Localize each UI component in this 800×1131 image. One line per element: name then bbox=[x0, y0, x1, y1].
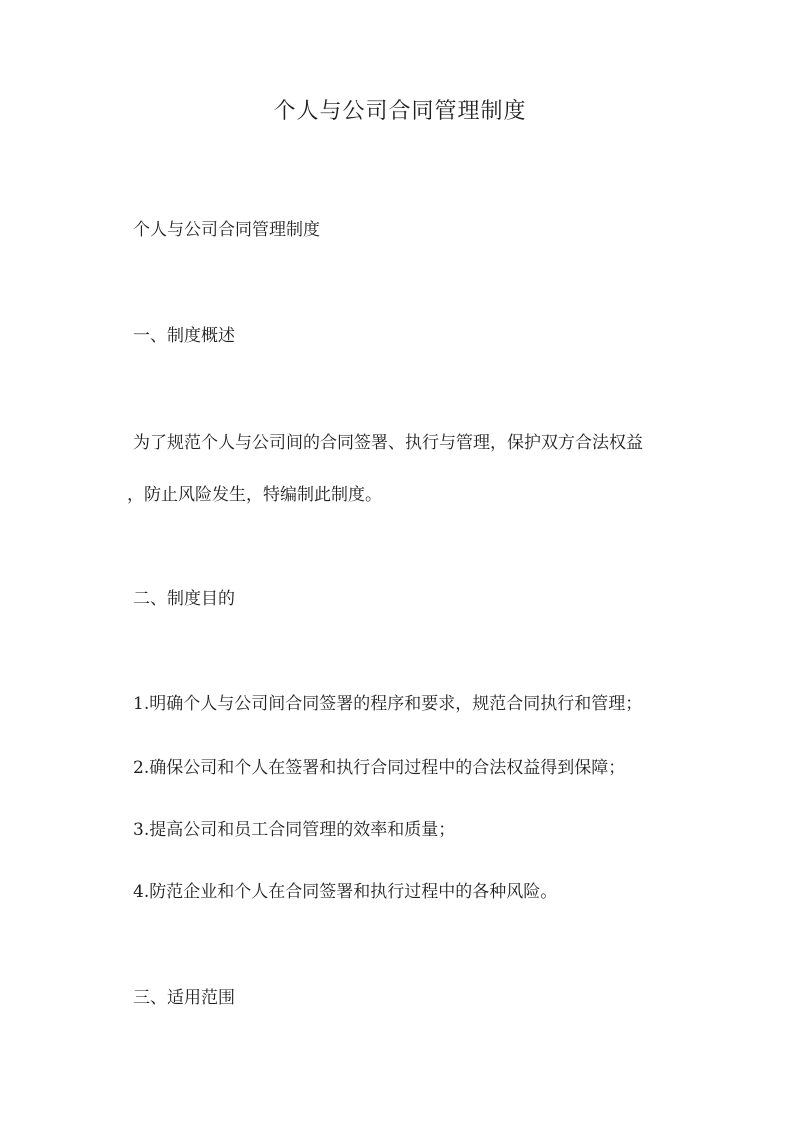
purpose-list-item: 1.明确个人与公司间合同签署的程序和要求，规范合同执行和管理； bbox=[133, 694, 643, 714]
section-heading-overview: 一、制度概述 bbox=[133, 326, 235, 346]
section-heading-purpose: 二、制度目的 bbox=[133, 589, 235, 609]
document-subtitle: 个人与公司合同管理制度 bbox=[133, 220, 320, 240]
overview-paragraph-line-1: 为了规范个人与公司间的合同签署、执行与管理，保护双方合法权益 bbox=[133, 433, 643, 453]
purpose-list-item: 2.确保公司和个人在签署和执行合同过程中的合法权益得到保障； bbox=[133, 758, 626, 778]
purpose-list-item: 3.提高公司和员工合同管理的效率和质量； bbox=[133, 820, 456, 840]
section-heading-scope: 三、适用范围 bbox=[133, 988, 235, 1008]
overview-paragraph-line-2: ，防止风险发生，特编制此制度。 bbox=[127, 485, 382, 505]
document-title: 个人与公司合同管理制度 bbox=[273, 99, 527, 124]
overview-paragraph bbox=[127, 430, 713, 508]
purpose-list-item: 4.防范企业和个人在合同签署和执行过程中的各种风险。 bbox=[133, 882, 558, 902]
